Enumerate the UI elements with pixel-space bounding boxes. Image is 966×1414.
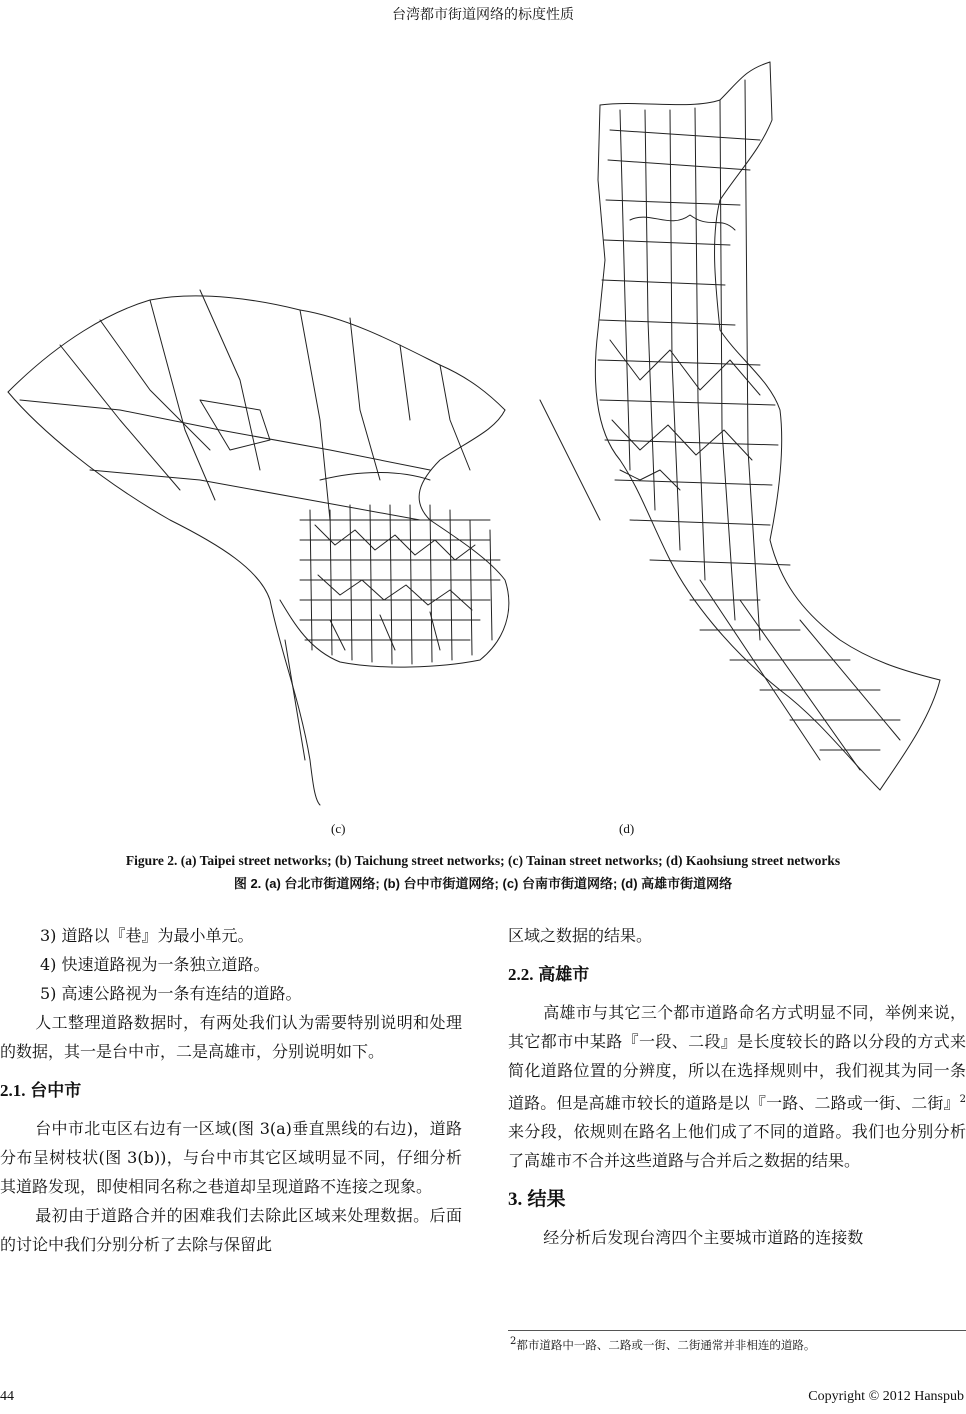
panel-label-d: (d) xyxy=(619,821,635,836)
paragraph: 人工整理道路数据时，有两处我们认为需要特别说明和处理的数据，其一是台中市，二是高雄市，分别说明如下。 xyxy=(0,1013,462,1061)
footnote-mark: 2 xyxy=(510,1336,517,1347)
paragraph: 台中市北屯区右边有一区域(图 3(a)垂直黑线的右边)，道路分布呈树枝状(图 3(b))，与台中市其它区域明显不同，仔细分析其道路发现，即使相同名称之巷道却呈现道路不连接之现象。 xyxy=(0,1119,462,1196)
list-item: 4) 快速道路视为一条独立道路。 xyxy=(40,955,270,974)
tainan-map xyxy=(8,290,509,805)
list-item: 5) 高速公路视为一条有连结的道路。 xyxy=(40,984,302,1003)
section-title: 台中市 xyxy=(30,1081,82,1100)
footnote xyxy=(510,1336,966,1353)
section-heading-3 xyxy=(508,1188,966,1212)
right-column xyxy=(508,921,966,1252)
paragraph-part: 高雄市与其它三个都市道路命名方式明显不同，举例来说，其它都市中某路『一段、二段』是长度较长的路以分段的方式来简化道路位置的分辨度，所以在选择规则中，我们视其为同一条道路。但是高雄市较长的道路是以『一路、二路或一街、二街』 xyxy=(508,1003,966,1113)
section-number: 3. xyxy=(508,1189,523,1211)
section-title: 结果 xyxy=(527,1189,566,1211)
footnote-reference[interactable]: 2 xyxy=(959,1094,966,1105)
kaohsiung-map xyxy=(540,62,940,790)
footnote-text: 都市道路中一路、二路或一街、二街通常并非相连的道路。 xyxy=(516,1337,816,1352)
list-item: 3) 道路以『巷』为最小单元。 xyxy=(40,926,254,945)
section-number: 2.1. xyxy=(0,1081,26,1100)
paragraph xyxy=(508,998,966,1175)
section-title: 高雄市 xyxy=(538,965,590,984)
figure-caption-en: Figure 2. (a) Taipei street networks; (b) Taichung street networks; (c) Tainan street networks; (d) Kaohsiung street networks xyxy=(125,853,841,868)
left-column xyxy=(0,921,462,1259)
paragraph: 区域之数据的结果。 xyxy=(508,926,653,945)
section-number: 2.2. xyxy=(508,965,534,984)
figure-caption-zh: 图 2. (a) 台北市街道网络; (b) 台中市街道网络; (c) 台南市街道网络; (d) 高雄市街道网络 xyxy=(233,876,733,891)
paragraph: 经分析后发现台湾四个主要城市道路的连接数 xyxy=(543,1228,864,1248)
section-heading-2-1 xyxy=(0,1079,462,1103)
paragraph-part: 来分段，依规则在路名上他们成了不同的道路。我们也分别分析了高雄市不合并这些道路与合并后之数据的结果。 xyxy=(508,1122,966,1171)
running-header: 台湾都市街道网络的标度性质 xyxy=(392,7,574,23)
copyright-notice: Copyright © 2012 Hanspub xyxy=(808,1389,964,1404)
footnote-divider xyxy=(508,1330,966,1331)
section-heading-2-2 xyxy=(508,963,966,987)
panel-label-c: (c) xyxy=(331,821,346,836)
page-number: 44 xyxy=(0,1389,14,1404)
street-network-figure xyxy=(0,50,966,820)
paragraph: 最初由于道路合并的困难我们去除此区域来处理数据。后面的讨论中我们分别分析了去除与保留此 xyxy=(0,1206,462,1254)
